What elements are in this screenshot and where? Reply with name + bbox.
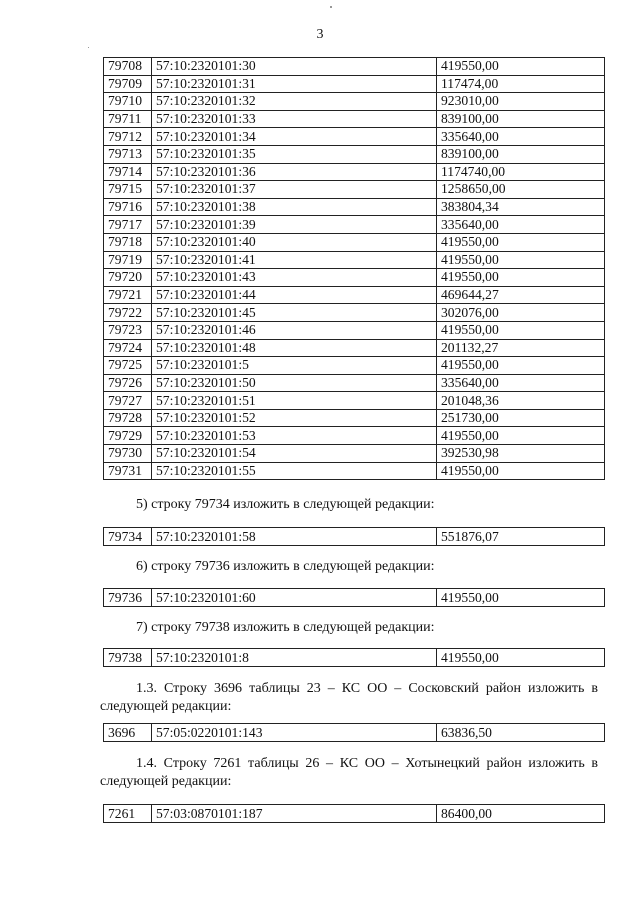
table-row [104,427,605,445]
value-cell: 923010,00 [437,93,605,111]
value-cell: 251730,00 [437,409,605,427]
cadastral-number-cell: 57:10:2320101:60 [152,589,437,607]
scan-speck [330,6,332,8]
cadastral-number-cell: 57:10:2320101:32 [152,93,437,111]
table-row [104,163,605,181]
table-row [104,198,605,216]
table-row [104,321,605,339]
row-number-cell: 79723 [104,321,152,339]
page-number: 3 [316,27,324,42]
row-number-cell: 79713 [104,145,152,163]
cadastral-number-cell: 57:10:2320101:45 [152,304,437,322]
cadastral-number-cell: 57:10:2320101:46 [152,321,437,339]
table-row [104,251,605,269]
value-cell: 419550,00 [437,649,605,667]
row-number-cell: 79722 [104,304,152,322]
instruction-6: 6) строку 79736 изложить в следующей редакции: [136,559,435,574]
row-number-cell: 79717 [104,216,152,234]
value-cell: 302076,00 [437,304,605,322]
table-row [104,110,605,128]
cadastral-number-cell: 57:10:2320101:58 [152,528,437,546]
value-cell: 839100,00 [437,110,605,128]
value-cell: 86400,00 [437,805,605,823]
row-number-cell: 79725 [104,357,152,375]
value-cell: 419550,00 [437,321,605,339]
cadastral-number-cell: 57:10:2320101:48 [152,339,437,357]
value-cell: 419550,00 [437,58,605,76]
cadastral-number-cell: 57:10:2320101:50 [152,374,437,392]
cadastral-number-cell: 57:10:2320101:30 [152,58,437,76]
cadastral-number-cell: 57:10:2320101:44 [152,286,437,304]
table-row [104,445,605,463]
table-row [104,805,605,823]
row-number-cell: 7261 [104,805,152,823]
row-number-cell: 79738 [104,649,152,667]
cadastral-number-cell: 57:10:2320101:51 [152,392,437,410]
table-row [104,269,605,287]
row-number-cell: 79720 [104,269,152,287]
cadastral-number-cell: 57:10:2320101:36 [152,163,437,181]
row-number-cell: 79708 [104,58,152,76]
value-cell: 419550,00 [437,251,605,269]
value-cell: 469644,27 [437,286,605,304]
table-row [104,589,605,607]
value-cell: 201132,27 [437,339,605,357]
row-number-cell: 3696 [104,724,152,742]
cadastral-number-cell: 57:05:0220101:143 [152,724,437,742]
table-row [104,528,605,546]
cadastral-number-cell: 57:10:2320101:38 [152,198,437,216]
instruction-7: 7) строку 79738 изложить в следующей редакции: [136,620,435,635]
row-number-cell: 79716 [104,198,152,216]
value-cell: 335640,00 [437,374,605,392]
cadastral-number-cell: 57:10:2320101:33 [152,110,437,128]
cadastral-number-cell: 57:03:0870101:187 [152,805,437,823]
cadastral-number-cell: 57:10:2320101:54 [152,445,437,463]
cadastral-number-cell: 57:10:2320101:41 [152,251,437,269]
row-table-79736 [103,588,605,607]
row-number-cell: 79724 [104,339,152,357]
row-number-cell: 79712 [104,128,152,146]
table-row [104,93,605,111]
row-number-cell: 79719 [104,251,152,269]
table-row [104,409,605,427]
table-row [104,357,605,375]
row-number-cell: 79718 [104,233,152,251]
table-row [104,304,605,322]
table-row [104,339,605,357]
cadastral-number-cell: 57:10:2320101:35 [152,145,437,163]
cadastral-number-cell: 57:10:2320101:53 [152,427,437,445]
row-number-cell: 79734 [104,528,152,546]
row-number-cell: 79736 [104,589,152,607]
table-row [104,374,605,392]
row-number-cell: 79726 [104,374,152,392]
table-row [104,145,605,163]
cadastral-number-cell: 57:10:2320101:39 [152,216,437,234]
value-cell: 419550,00 [437,269,605,287]
row-number-cell: 79714 [104,163,152,181]
cadastral-number-cell: 57:10:2320101:8 [152,649,437,667]
table-row [104,216,605,234]
value-cell: 419550,00 [437,233,605,251]
table-row [104,58,605,76]
table-row [104,724,605,742]
value-cell: 335640,00 [437,216,605,234]
value-cell: 1258650,00 [437,181,605,199]
table-row [104,75,605,93]
row-number-cell: 79721 [104,286,152,304]
cadastral-value-table [103,57,605,480]
row-table-7261 [103,804,605,823]
cadastral-number-cell: 57:10:2320101:37 [152,181,437,199]
row-table-79734 [103,527,605,546]
table-row [104,462,605,480]
value-cell: 1174740,00 [437,163,605,181]
value-cell: 392530,98 [437,445,605,463]
table-row [104,233,605,251]
value-cell: 419550,00 [437,427,605,445]
instruction-5: 5) строку 79734 изложить в следующей редакции: [136,497,435,512]
cadastral-number-cell: 57:10:2320101:34 [152,128,437,146]
instruction-1-4: 1.4. Строку 7261 таблицы 26 – КС ОО – Хотынецкий район изложить в следующей редакции: [100,756,598,789]
row-number-cell: 79731 [104,462,152,480]
value-cell: 335640,00 [437,128,605,146]
row-table-3696 [103,723,605,742]
value-cell: 117474,00 [437,75,605,93]
table-row [104,181,605,199]
row-number-cell: 79710 [104,93,152,111]
cadastral-number-cell: 57:10:2320101:43 [152,269,437,287]
table-row [104,649,605,667]
table-row [104,128,605,146]
cadastral-number-cell: 57:10:2320101:40 [152,233,437,251]
instruction-1-3: 1.3. Строку 3696 таблицы 23 – КС ОО – Сосковский район изложить в следующей редакции: [100,681,598,714]
row-number-cell: 79730 [104,445,152,463]
value-cell: 201048,36 [437,392,605,410]
cadastral-number-cell: 57:10:2320101:5 [152,357,437,375]
cadastral-number-cell: 57:10:2320101:55 [152,462,437,480]
row-number-cell: 79709 [104,75,152,93]
value-cell: 551876,07 [437,528,605,546]
value-cell: 383804,34 [437,198,605,216]
value-cell: 63836,50 [437,724,605,742]
row-table-79738 [103,648,605,667]
row-number-cell: 79727 [104,392,152,410]
value-cell: 419550,00 [437,462,605,480]
row-number-cell: 79711 [104,110,152,128]
value-cell: 839100,00 [437,145,605,163]
row-number-cell: 79728 [104,409,152,427]
table-row [104,286,605,304]
value-cell: 419550,00 [437,589,605,607]
scan-speck [88,47,89,48]
row-number-cell: 79729 [104,427,152,445]
row-number-cell: 79715 [104,181,152,199]
table-row [104,392,605,410]
cadastral-number-cell: 57:10:2320101:52 [152,409,437,427]
cadastral-number-cell: 57:10:2320101:31 [152,75,437,93]
value-cell: 419550,00 [437,357,605,375]
